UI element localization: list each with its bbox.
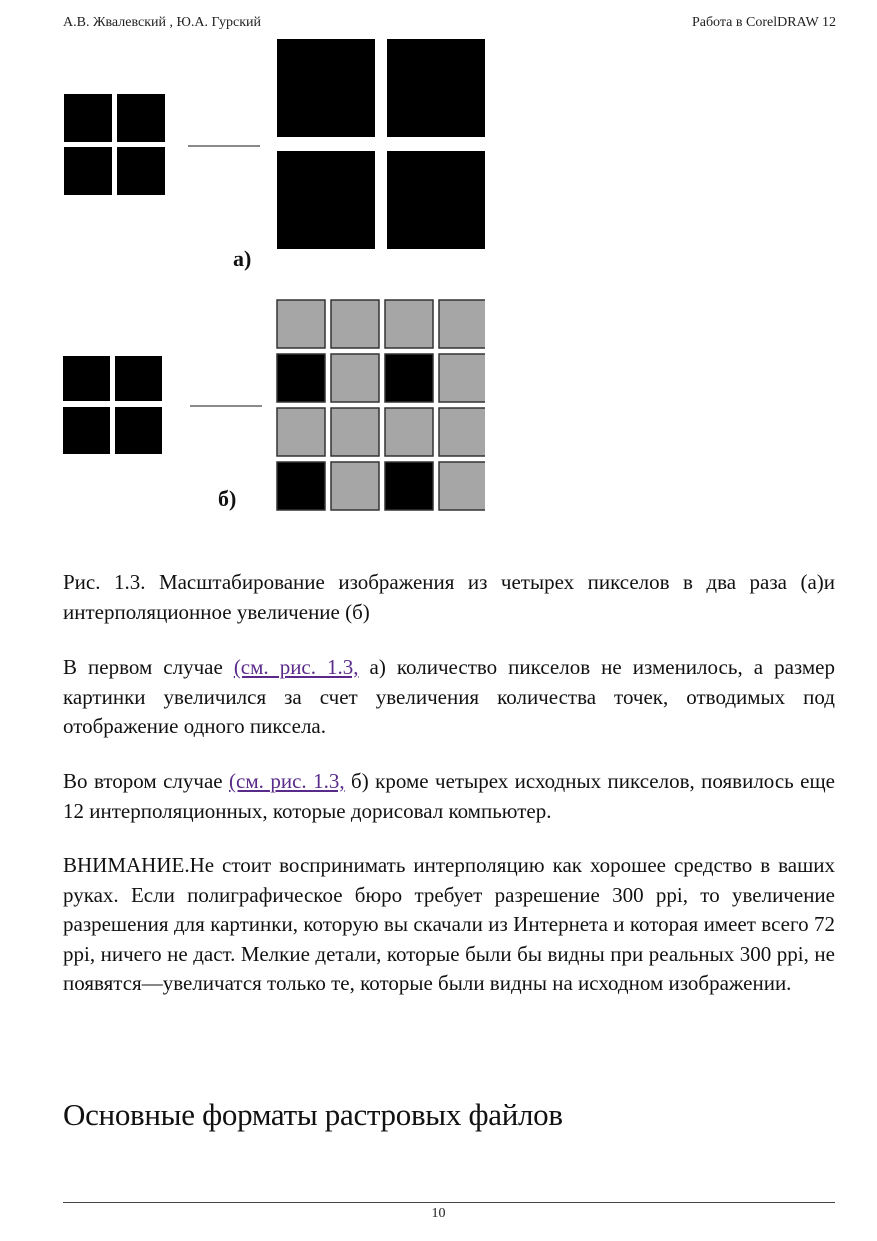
pixel-a-large-1 [277, 39, 375, 137]
grid-cell [277, 408, 325, 456]
grid-cell-original [277, 462, 325, 510]
pixel-a-small-3 [64, 147, 112, 195]
paragraph-2-start: Во втором случае [63, 769, 230, 793]
paragraph-1 [63, 653, 835, 742]
pixel-a-small-2 [117, 94, 165, 142]
grid-cell [439, 408, 485, 456]
grid-cell [331, 408, 379, 456]
grid-cell [331, 354, 379, 402]
footer-divider [63, 1202, 835, 1203]
page-number: 10 [431, 1206, 446, 1221]
grid-cell [385, 300, 433, 348]
warning-paragraph: ВНИМАНИЕ.Не стоит воспринимать интерполяцию как хорошее средство в ваших руках. Если полиграфическое бюро требует разрешение 300 ppi, то увеличение разрешения для картинки, которую вы скачали из Интернета и которая имеет всего 72 ppi, ничего не даст. Мелкие детали, которые были бы видны при реальных 300 ppi, не появятся—увеличатся только те, которые были видны на исходном изображении. [63, 853, 835, 995]
pixel-a-small-1 [64, 94, 112, 142]
paragraph-2-end: б) кроме четырех исходных пикселов, появилось еще 12 интерполяционных, которые дорисовал компьютер. [63, 769, 835, 823]
figure-reference-link-1[interactable]: (см. рис. 1.3, [233, 655, 359, 679]
grid-cell-original [385, 354, 433, 402]
grid-cell [385, 408, 433, 456]
paragraph-2 [63, 767, 835, 826]
grid-cell [439, 300, 485, 348]
grid-cell [331, 300, 379, 348]
paragraph-1-end: а) количество пикселов не изменилось, а размер картинки увеличился за счет увеличения количества точек, отводимых под отображение одного пиксела. [63, 655, 835, 738]
pixel-a-large-2 [387, 39, 485, 137]
grid-cell [331, 462, 379, 510]
figure-reference-link-2[interactable]: (см. рис. 1.3, [229, 769, 345, 793]
pixel-b-small-1 [63, 356, 110, 401]
header-book-title: Работа в CorelDRAW 12 [691, 15, 836, 30]
grid-cell [277, 300, 325, 348]
header-authors: А.В. Жвалевский , Ю.А. Гурский [63, 15, 262, 30]
grid-cell [439, 462, 485, 510]
figure-1-3 [63, 36, 485, 546]
grid-cell-original [385, 462, 433, 510]
pixel-b-small-2 [115, 356, 162, 401]
figure-label-b: б) [218, 486, 237, 511]
pixel-a-small-4 [117, 147, 165, 195]
grid-cell [439, 354, 485, 402]
pixel-b-small-3 [63, 407, 110, 454]
figure-pixel-scaling [63, 36, 485, 546]
pixel-b-small-4 [115, 407, 162, 454]
pixel-a-large-4 [387, 151, 485, 249]
pixel-a-large-3 [277, 151, 375, 249]
interpolated-grid [277, 300, 485, 510]
section-heading: Основные форматы растровых файлов [63, 1097, 563, 1132]
figure-label-a: а) [233, 246, 252, 271]
figure-caption: Рис. 1.3. Масштабирование изображения из четырех пикселов в два раза (а)и интерполяционное увеличение (б) [63, 570, 835, 624]
paragraph-1-start: В первом случае [63, 655, 234, 679]
grid-cell-original [277, 354, 325, 402]
